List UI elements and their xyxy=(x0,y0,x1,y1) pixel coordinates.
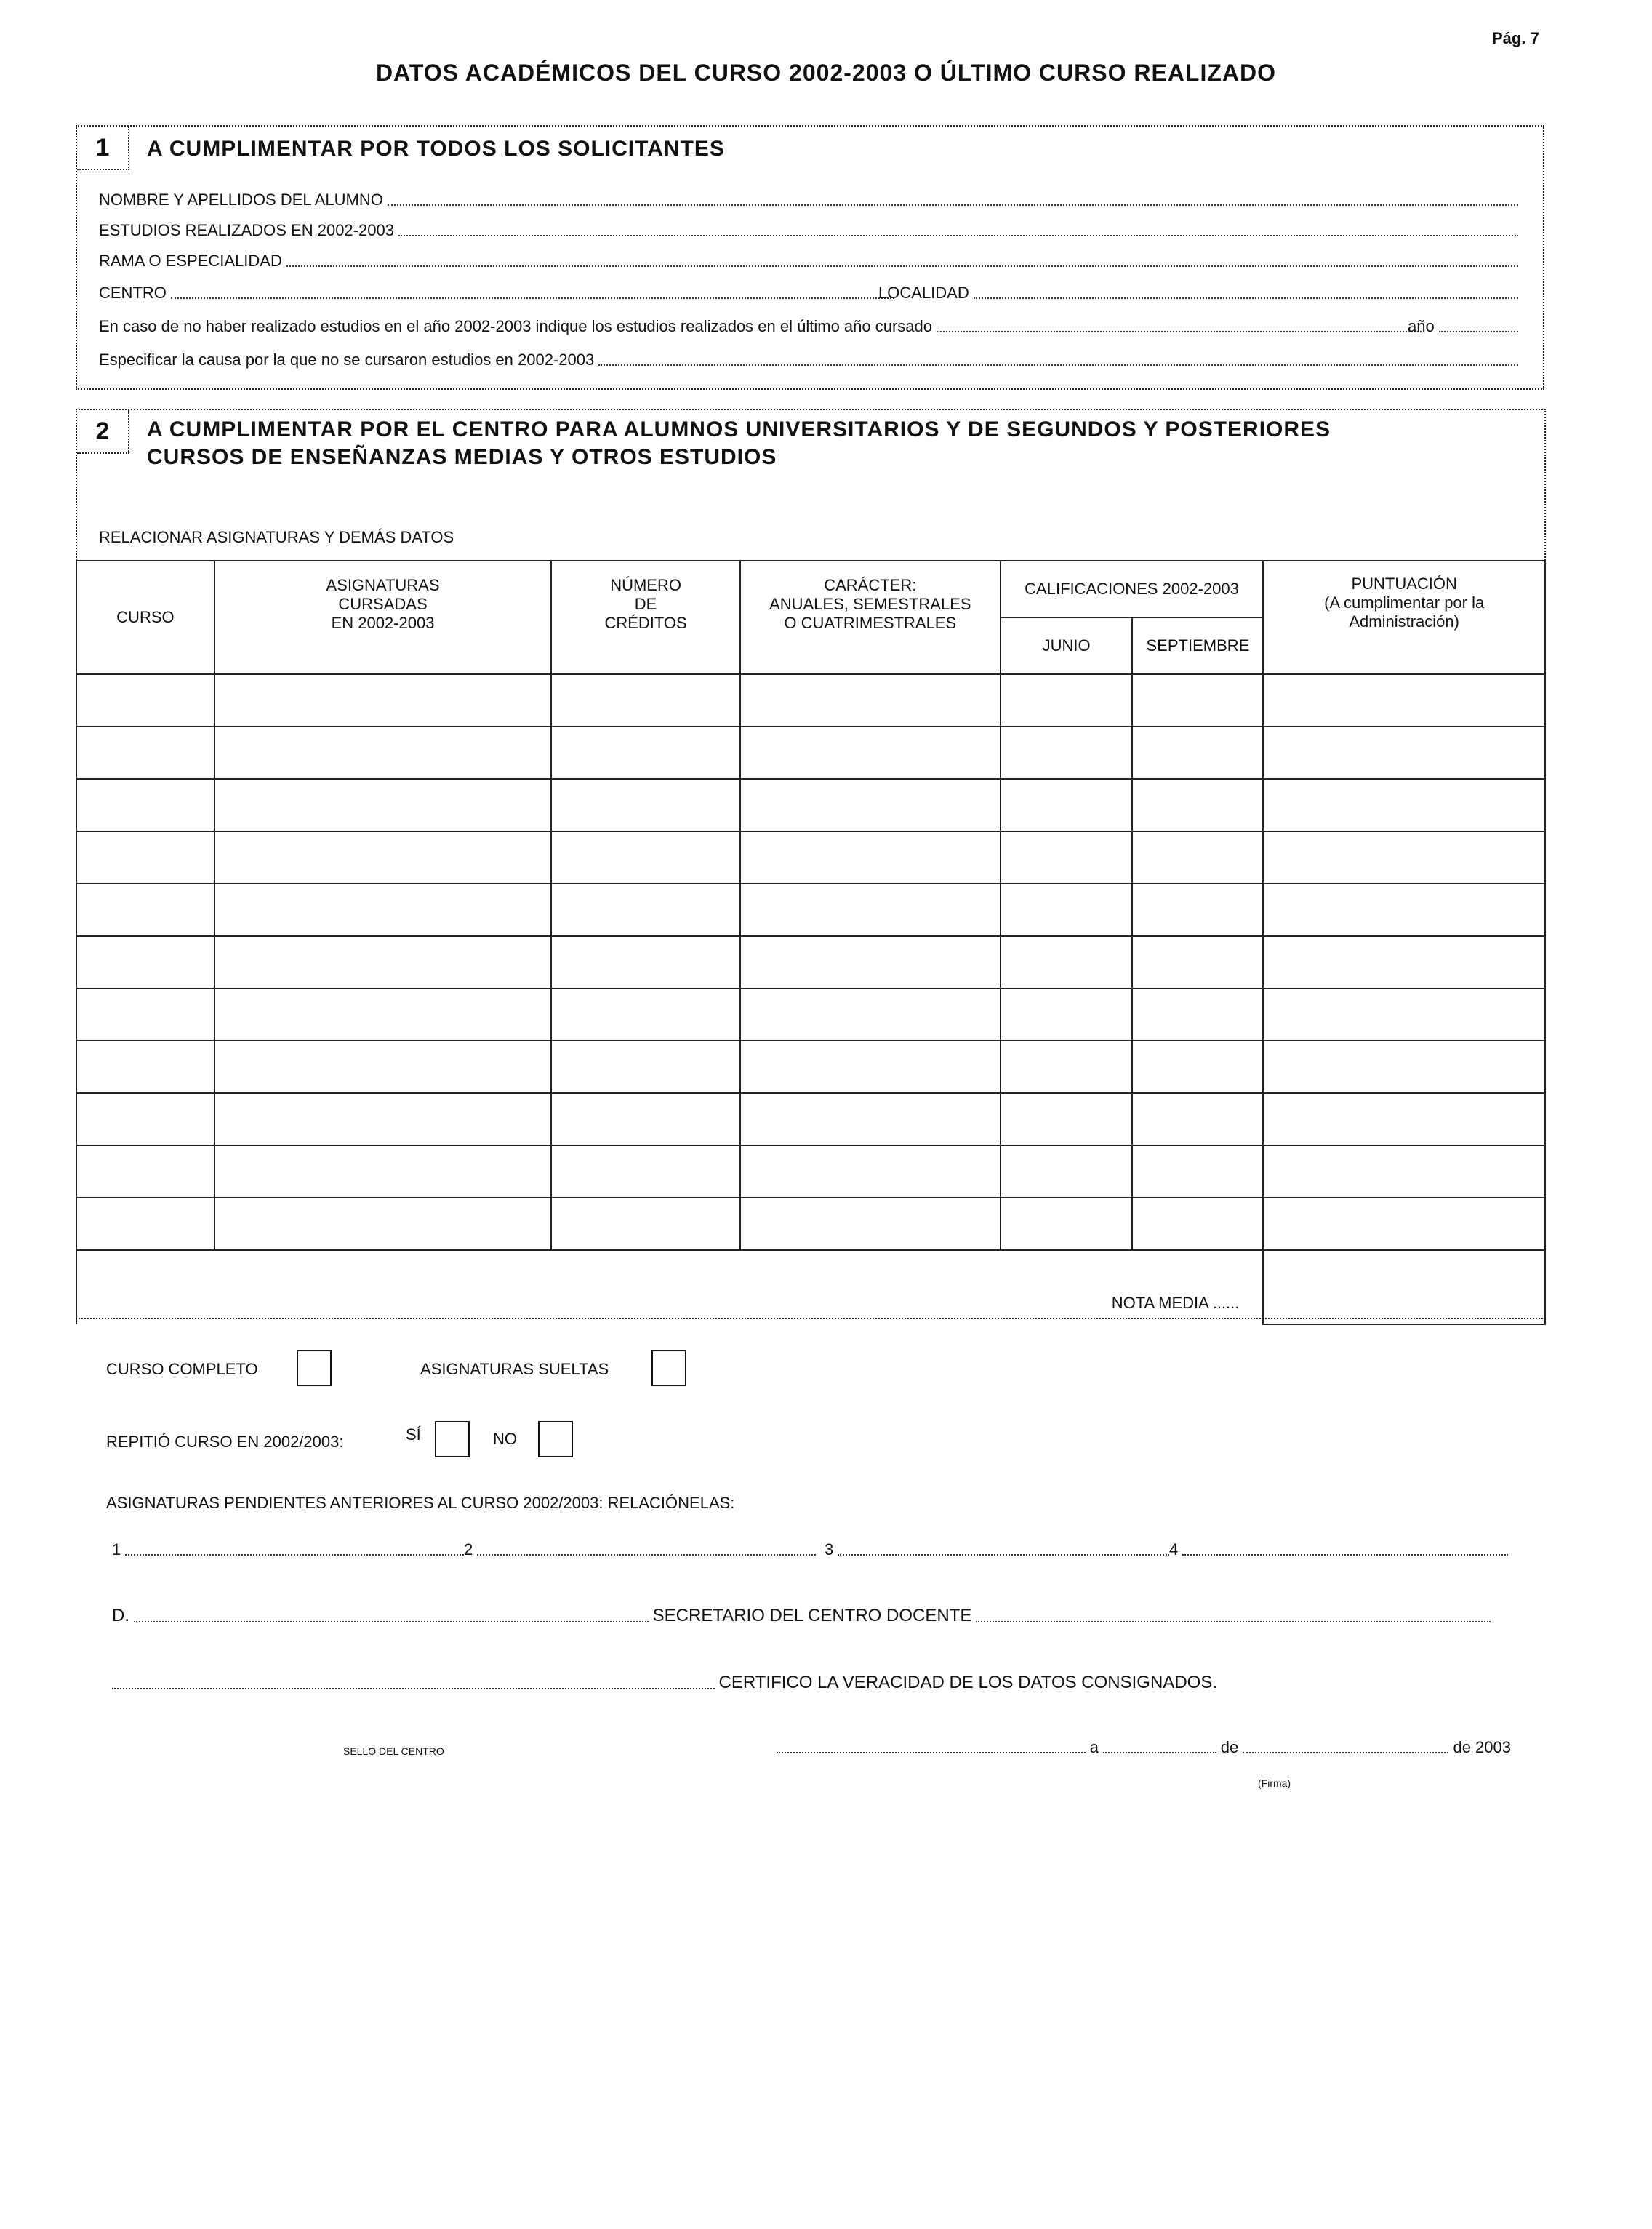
cell-creditos[interactable] xyxy=(551,884,740,936)
firma-label: (Firma) xyxy=(1258,1777,1291,1789)
header-asignaturas: ASIGNATURAS CURSADAS EN 2002-2003 xyxy=(214,561,551,674)
field-centro[interactable] xyxy=(99,284,899,303)
cell-asignatura[interactable] xyxy=(214,988,551,1041)
cell-caracter[interactable] xyxy=(740,1198,1001,1250)
no-label: NO xyxy=(493,1430,517,1448)
cell-asignatura[interactable] xyxy=(214,779,551,831)
cell-asignatura[interactable] xyxy=(214,884,551,936)
field-ultimo-curso-label: En caso de no haber realizado estudios en el año 2002-2003 indique los estudios realizados en el último año cursado xyxy=(99,317,932,335)
nota-media-label: NOTA MEDIA ...... xyxy=(1111,1294,1240,1312)
table-row xyxy=(76,779,1545,831)
asignaturas-sueltas-label: ASIGNATURAS SUELTAS xyxy=(420,1360,609,1378)
curso-completo-checkbox[interactable] xyxy=(297,1350,332,1386)
cell-puntuacion[interactable] xyxy=(1263,988,1545,1041)
cell-asignatura[interactable] xyxy=(214,1145,551,1198)
cell-curso[interactable] xyxy=(76,1093,214,1145)
a-label: a xyxy=(1089,1738,1099,1756)
cell-curso[interactable] xyxy=(76,1198,214,1250)
cell-caracter[interactable] xyxy=(740,727,1001,779)
cell-junio[interactable] xyxy=(1001,1198,1133,1250)
cell-septiembre[interactable] xyxy=(1132,831,1263,884)
cell-curso[interactable] xyxy=(76,727,214,779)
cell-caracter[interactable] xyxy=(740,674,1001,727)
cell-creditos[interactable] xyxy=(551,1041,740,1093)
table-row xyxy=(76,1198,1545,1250)
cell-creditos[interactable] xyxy=(551,727,740,779)
field-rama[interactable] xyxy=(99,252,1523,271)
header-septiembre: SEPTIEMBRE xyxy=(1132,617,1263,674)
nota-media-value[interactable] xyxy=(1263,1250,1545,1324)
table-row xyxy=(76,884,1545,936)
cell-septiembre[interactable] xyxy=(1132,674,1263,727)
cell-caracter[interactable] xyxy=(740,1093,1001,1145)
pendiente-1[interactable] xyxy=(112,1540,468,1559)
cell-asignatura[interactable] xyxy=(214,1198,551,1250)
section-1-number: 1 xyxy=(77,127,129,170)
cell-puntuacion[interactable] xyxy=(1263,831,1545,884)
secretario-label: SECRETARIO DEL CENTRO DOCENTE xyxy=(652,1606,972,1625)
cell-caracter[interactable] xyxy=(740,831,1001,884)
cell-asignatura[interactable] xyxy=(214,674,551,727)
de-2003-label: de 2003 xyxy=(1453,1738,1511,1756)
cell-junio[interactable] xyxy=(1001,1093,1133,1145)
cell-junio[interactable] xyxy=(1001,1041,1133,1093)
repitio-label: REPITIÓ CURSO EN 2002/2003: xyxy=(106,1433,344,1451)
cell-caracter[interactable] xyxy=(740,779,1001,831)
cell-puntuacion[interactable] xyxy=(1263,1093,1545,1145)
field-estudios-label: ESTUDIOS REALIZADOS EN 2002-2003 xyxy=(99,221,394,239)
cell-creditos[interactable] xyxy=(551,831,740,884)
pendiente-4-number: 4 xyxy=(1169,1540,1179,1558)
cell-caracter[interactable] xyxy=(740,988,1001,1041)
field-rama-label: RAMA O ESPECIALIDAD xyxy=(99,252,282,270)
de-label: de xyxy=(1220,1738,1239,1756)
header-puntuacion: PUNTUACIÓN (A cumplimentar por la Administración) xyxy=(1263,561,1545,674)
cell-septiembre[interactable] xyxy=(1132,936,1263,988)
cell-junio[interactable] xyxy=(1001,831,1133,884)
cell-septiembre[interactable] xyxy=(1132,779,1263,831)
cell-creditos[interactable] xyxy=(551,936,740,988)
pendiente-3-number: 3 xyxy=(825,1540,834,1558)
table-row xyxy=(76,674,1545,727)
cell-junio[interactable] xyxy=(1001,779,1133,831)
pendientes-label: ASIGNATURAS PENDIENTES ANTERIORES AL CURSO 2002/2003: RELACIÓNELAS: xyxy=(106,1494,735,1512)
table-row xyxy=(76,831,1545,884)
sello-label: SELLO DEL CENTRO xyxy=(343,1745,444,1757)
header-creditos: NÚMERO DE CRÉDITOS xyxy=(551,561,740,674)
asignaturas-table xyxy=(76,560,1546,1325)
cell-creditos[interactable] xyxy=(551,674,740,727)
field-nombre[interactable] xyxy=(99,191,1523,209)
field-anio-label: año xyxy=(1408,317,1435,335)
cell-junio[interactable] xyxy=(1001,1145,1133,1198)
si-checkbox[interactable] xyxy=(435,1421,470,1457)
field-causa-label: Especificar la causa por la que no se cursaron estudios en 2002-2003 xyxy=(99,351,595,369)
pendiente-2-number: 2 xyxy=(464,1540,473,1558)
cell-asignatura[interactable] xyxy=(214,936,551,988)
header-calificaciones: CALIFICACIONES 2002-2003 xyxy=(1001,561,1264,617)
cell-puntuacion[interactable] xyxy=(1263,1041,1545,1093)
table-row xyxy=(76,1145,1545,1198)
cell-asignatura[interactable] xyxy=(214,1041,551,1093)
header-curso: CURSO xyxy=(76,561,214,674)
field-localidad[interactable] xyxy=(878,284,1523,303)
pendiente-2[interactable] xyxy=(464,1540,820,1559)
cell-creditos[interactable] xyxy=(551,1198,740,1250)
section-2-number: 2 xyxy=(77,410,129,454)
cell-puntuacion[interactable] xyxy=(1263,1145,1545,1198)
cell-curso[interactable] xyxy=(76,1145,214,1198)
field-anio[interactable] xyxy=(1408,317,1523,336)
relacionar-label: RELACIONAR ASIGNATURAS Y DEMÁS DATOS xyxy=(99,528,454,546)
curso-completo-label: CURSO COMPLETO xyxy=(106,1360,258,1378)
field-nombre-label: NOMBRE Y APELLIDOS DEL ALUMNO xyxy=(99,191,383,209)
cell-curso[interactable] xyxy=(76,884,214,936)
table-row xyxy=(76,1041,1545,1093)
certifico-line[interactable] xyxy=(112,1673,1217,1693)
si-label: SÍ xyxy=(406,1425,421,1444)
cell-caracter[interactable] xyxy=(740,1145,1001,1198)
pendiente-4[interactable] xyxy=(1169,1540,1512,1559)
table-row xyxy=(76,727,1545,779)
cell-junio[interactable] xyxy=(1001,727,1133,779)
asignaturas-sueltas-checkbox[interactable] xyxy=(651,1350,686,1386)
cell-creditos[interactable] xyxy=(551,988,740,1041)
table-row xyxy=(76,988,1545,1041)
table-row xyxy=(76,936,1545,988)
cell-creditos[interactable] xyxy=(551,1093,740,1145)
table-row xyxy=(76,1093,1545,1145)
header-caracter: CARÁCTER: ANUALES, SEMESTRALES O CUATRIMESTRALES xyxy=(740,561,1001,674)
cell-septiembre[interactable] xyxy=(1132,884,1263,936)
cell-septiembre[interactable] xyxy=(1132,1198,1263,1250)
section-2-title-line2: CURSOS DE ENSEÑANZAS MEDIAS Y OTROS ESTUDIOS xyxy=(147,445,777,469)
section-1 xyxy=(76,125,1544,390)
section-1-title: A CUMPLIMENTAR POR TODOS LOS SOLICITANTES xyxy=(147,137,725,161)
cell-septiembre[interactable] xyxy=(1132,1145,1263,1198)
cell-puntuacion[interactable] xyxy=(1263,1198,1545,1250)
cell-curso[interactable] xyxy=(76,988,214,1041)
cell-puntuacion[interactable] xyxy=(1263,674,1545,727)
d-label: D. xyxy=(112,1606,129,1625)
cell-curso[interactable] xyxy=(76,1041,214,1093)
secretario-nombre-field[interactable] xyxy=(112,1606,1495,1626)
cell-caracter[interactable] xyxy=(740,1041,1001,1093)
page-number: Pág. 7 xyxy=(1492,29,1539,47)
cell-creditos[interactable] xyxy=(551,779,740,831)
page-title: DATOS ACADÉMICOS DEL CURSO 2002-2003 O ÚLTIMO CURSO REALIZADO xyxy=(375,60,1277,86)
cell-curso[interactable] xyxy=(76,779,214,831)
cell-caracter[interactable] xyxy=(740,936,1001,988)
field-ultimo-curso[interactable] xyxy=(99,317,1426,336)
cell-septiembre[interactable] xyxy=(1132,727,1263,779)
field-localidad-label: LOCALIDAD xyxy=(878,284,969,302)
cell-puntuacion[interactable] xyxy=(1263,779,1545,831)
field-centro-label: CENTRO xyxy=(99,284,167,302)
cell-curso[interactable] xyxy=(76,674,214,727)
cell-septiembre[interactable] xyxy=(1132,1093,1263,1145)
section-2-title-line1: A CUMPLIMENTAR POR EL CENTRO PARA ALUMNOS UNIVERSITARIOS Y DE SEGUNDOS Y POSTERIORES xyxy=(147,417,1331,441)
cell-curso[interactable] xyxy=(76,936,214,988)
fecha-firma-line[interactable] xyxy=(777,1738,1511,1757)
nota-media-cell xyxy=(76,1250,1263,1324)
cell-septiembre[interactable] xyxy=(1132,1041,1263,1093)
cell-puntuacion[interactable] xyxy=(1263,884,1545,936)
cell-puntuacion[interactable] xyxy=(1263,727,1545,779)
certifico-label: CERTIFICO LA VERACIDAD DE LOS DATOS CONSIGNADOS. xyxy=(718,1673,1217,1692)
cell-junio[interactable] xyxy=(1001,936,1133,988)
cell-asignatura[interactable] xyxy=(214,831,551,884)
cell-caracter[interactable] xyxy=(740,884,1001,936)
cell-septiembre[interactable] xyxy=(1132,988,1263,1041)
cell-junio[interactable] xyxy=(1001,884,1133,936)
cell-curso[interactable] xyxy=(76,831,214,884)
cell-junio[interactable] xyxy=(1001,674,1133,727)
cell-asignatura[interactable] xyxy=(214,1093,551,1145)
cell-creditos[interactable] xyxy=(551,1145,740,1198)
field-causa[interactable] xyxy=(99,351,1523,369)
no-checkbox[interactable] xyxy=(538,1421,573,1457)
cell-asignatura[interactable] xyxy=(214,727,551,779)
pendiente-3[interactable] xyxy=(825,1540,1174,1559)
header-junio: JUNIO xyxy=(1001,617,1133,674)
cell-junio[interactable] xyxy=(1001,988,1133,1041)
cell-puntuacion[interactable] xyxy=(1263,936,1545,988)
field-estudios[interactable] xyxy=(99,221,1523,240)
pendiente-1-number: 1 xyxy=(112,1540,121,1558)
